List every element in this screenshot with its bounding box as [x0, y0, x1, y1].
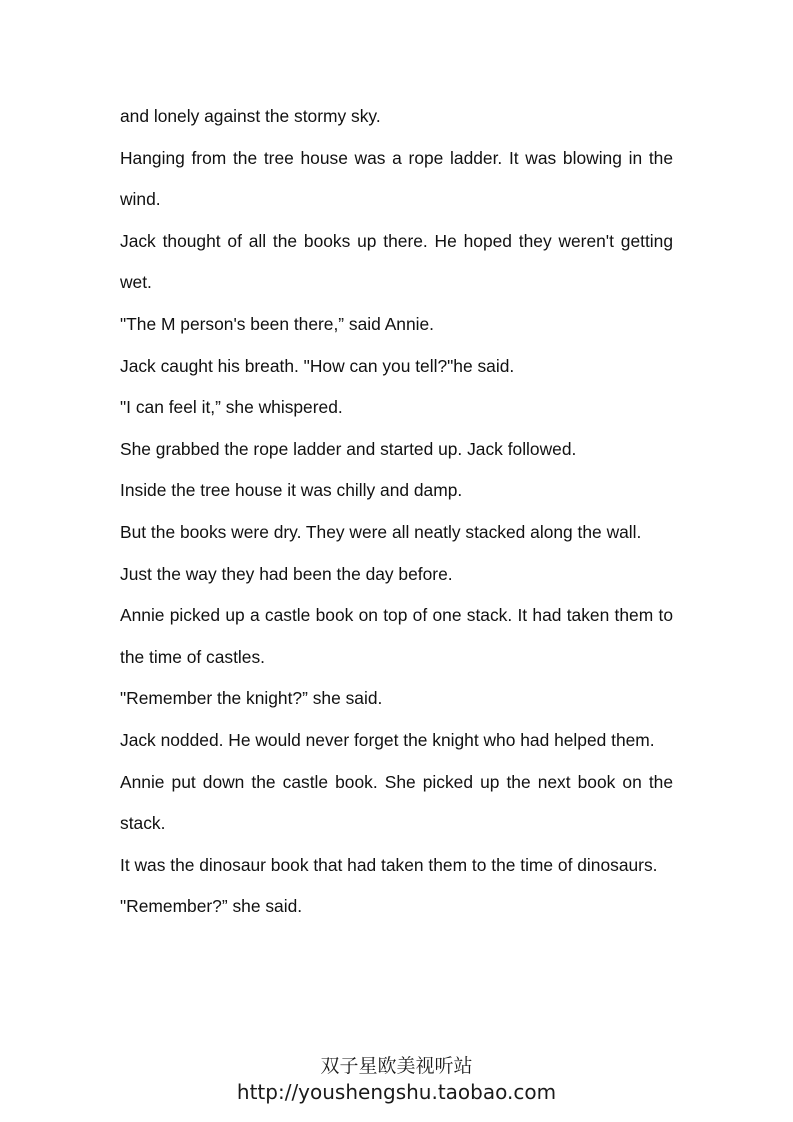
paragraph: Jack caught his breath. "How can you tell?"he said. — [120, 355, 515, 376]
paragraph: Annie picked up a castle book on top of one stack. It had taken them to the time of castles. — [120, 605, 673, 667]
footer-shop-name: 双子星欧美视听站 — [320, 1055, 473, 1077]
paragraph: Jack nodded. He would never forget the knight who had helped them. — [120, 729, 655, 750]
paragraph: "Remember?” she said. — [120, 896, 303, 917]
paragraph: It was the dinosaur book that had taken them to the time of dinosaurs. — [120, 854, 658, 875]
footer-shop-url: http://youshengshu.taobao.com — [236, 1080, 557, 1104]
paragraph: But the books were dry. They were all neatly stacked along the wall. — [120, 521, 642, 542]
paragraph: Hanging from the tree house was a rope ladder. It was blowing in the wind. — [120, 147, 673, 210]
paragraph: Jack thought of all the books up there. He hoped they weren't getting wet. — [120, 230, 673, 293]
paragraph: "I can feel it,” she whispered. — [120, 397, 343, 418]
paragraph: Inside the tree house it was chilly and damp. — [120, 480, 463, 501]
paragraph: Just the way they had been the day before. — [120, 563, 453, 584]
story-text — [120, 96, 673, 928]
paragraph: and lonely against the stormy sky. — [120, 106, 381, 126]
paragraph: "The M person's been there,” said Annie. — [120, 313, 435, 334]
paragraph: She grabbed the rope ladder and started up. Jack followed. — [120, 438, 577, 459]
paragraph: "Remember the knight?” she said. — [120, 688, 383, 709]
paragraph: Annie put down the castle book. She picked up the next book on the stack. — [120, 771, 673, 834]
